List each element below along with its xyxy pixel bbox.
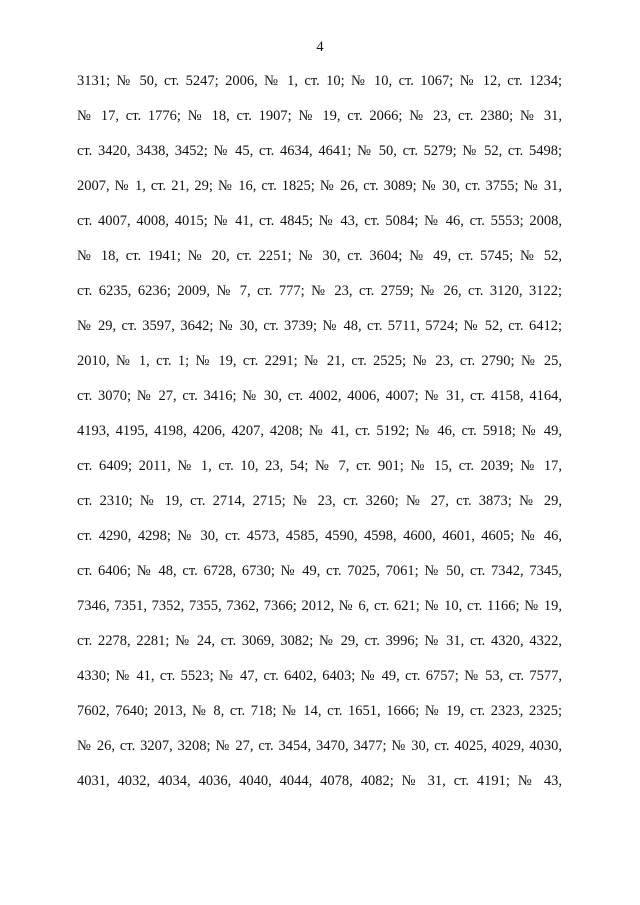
text-line: ст. 6409; 2011, № 1, ст. 10, 23, 54; № 7, ст. 901; № 15, ст. 2039; № 17, [77,458,562,474]
page-number: 4 [316,39,324,55]
text-line: 4193, 4195, 4198, 4206, 4207, 4208; № 41, ст. 5192; № 46, ст. 5918; № 49, [77,423,562,439]
text-line: ст. 2310; № 19, ст. 2714, 2715; № 23, ст. 3260; № 27, ст. 3873; № 29, [77,493,562,509]
text-line: № 26, ст. 3207, 3208; № 27, ст. 3454, 3470, 3477; № 30, ст. 4025, 4029, 4030, [77,738,562,754]
text-line: 2007, № 1, ст. 21, 29; № 16, ст. 1825; № 26, ст. 3089; № 30, ст. 3755; № 31, [77,178,562,194]
text-line: 7602, 7640; 2013, № 8, ст. 718; № 14, ст. 1651, 1666; № 19, ст. 2323, 2325; [77,703,562,719]
text-line: ст. 3070; № 27, ст. 3416; № 30, ст. 4002, 4006, 4007; № 31, ст. 4158, 4164, [77,388,562,404]
text-line: № 17, ст. 1776; № 18, ст. 1907; № 19, ст. 2066; № 23, ст. 2380; № 31, [77,108,562,124]
text-line: 4031, 4032, 4034, 4036, 4040, 4044, 4078, 4082; № 31, ст. 4191; № 43, [77,773,562,789]
text-line: № 18, ст. 1941; № 20, ст. 2251; № 30, ст. 3604; № 49, ст. 5745; № 52, [77,248,562,264]
text-line: ст. 6235, 6236; 2009, № 7, ст. 777; № 23, ст. 2759; № 26, ст. 3120, 3122; [77,283,562,299]
text-line: № 29, ст. 3597, 3642; № 30, ст. 3739; № 48, ст. 5711, 5724; № 52, ст. 6412; [77,318,562,334]
document-body-text [77,64,562,799]
text-line: ст. 4290, 4298; № 30, ст. 4573, 4585, 4590, 4598, 4600, 4601, 4605; № 46, [77,528,562,544]
text-line: 4330; № 41, ст. 5523; № 47, ст. 6402, 6403; № 49, ст. 6757; № 53, ст. 7577, [77,668,562,684]
text-line: ст. 6406; № 48, ст. 6728, 6730; № 49, ст. 7025, 7061; № 50, ст. 7342, 7345, [77,563,562,579]
text-line: 2010, № 1, ст. 1; № 19, ст. 2291; № 21, ст. 2525; № 23, ст. 2790; № 25, [77,353,562,369]
text-line: 3131; № 50, ст. 5247; 2006, № 1, ст. 10; № 10, ст. 1067; № 12, ст. 1234; [77,73,562,89]
text-line: ст. 2278, 2281; № 24, ст. 3069, 3082; № 29, ст. 3996; № 31, ст. 4320, 4322, [77,633,562,649]
text-line: ст. 4007, 4008, 4015; № 41, ст. 4845; № 43, ст. 5084; № 46, ст. 5553; 2008, [77,213,562,229]
text-line: ст. 3420, 3438, 3452; № 45, ст. 4634, 4641; № 50, ст. 5279; № 52, ст. 5498; [77,143,562,159]
text-line: 7346, 7351, 7352, 7355, 7362, 7366; 2012, № 6, ст. 621; № 10, ст. 1166; № 19, [77,598,562,614]
